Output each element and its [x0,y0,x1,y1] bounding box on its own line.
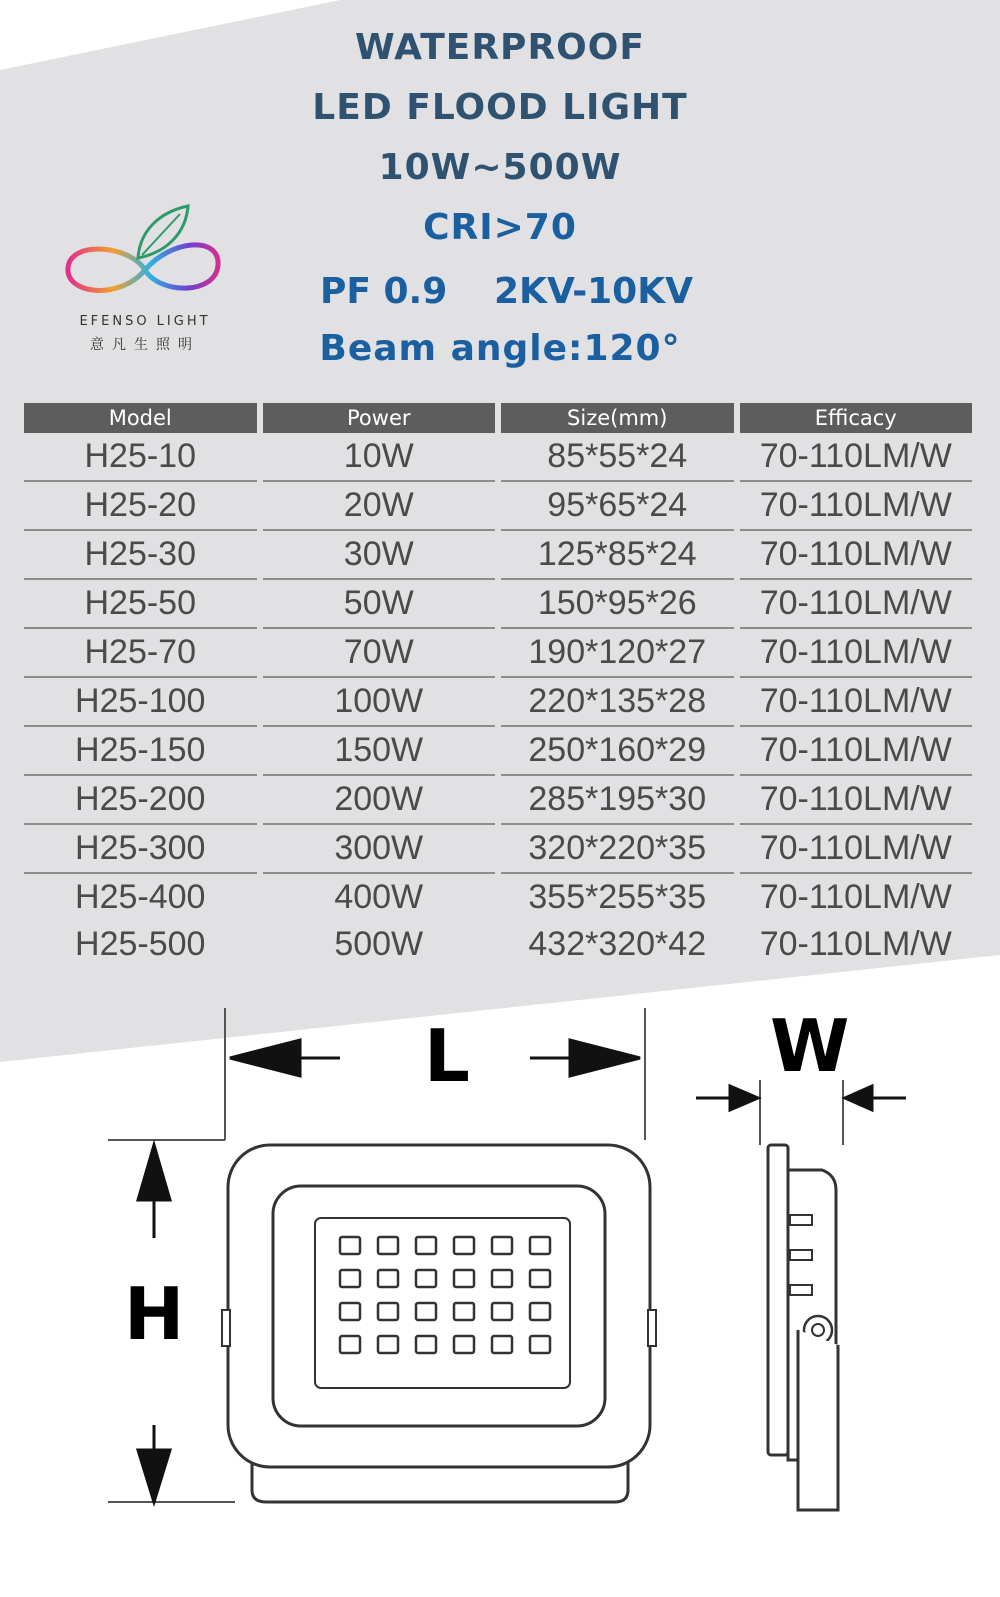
cell-model: H25-50 [24,580,257,629]
length-label: L [424,1014,470,1098]
table-row [24,825,972,874]
cell-power: 10W [263,433,496,482]
front-view [222,1145,656,1502]
cell-model: H25-30 [24,531,257,580]
logo-name: EFENSO LIGHT [79,314,211,329]
cell-efficacy: 70-110LM/W [759,878,952,916]
table-row [24,921,972,968]
table-row [24,874,972,921]
cell-efficacy: 70-110LM/W [740,580,973,629]
beam-angle-spec: Beam angle:120° [319,328,681,369]
cell-efficacy: 70-110LM/W [759,925,952,963]
cell-model: H25-10 [24,433,257,482]
width-arrows [696,1086,906,1110]
table-row [24,727,972,776]
header-size: Size(mm) [501,403,734,433]
cell-power: 20W [263,482,496,531]
width-label: W [770,1004,850,1088]
title-led-flood-light: LED FLOOD LIGHT [312,87,688,128]
cell-power: 70W [263,629,496,678]
cri-spec: CRI>70 [423,207,577,248]
cell-size: 320*220*35 [501,825,734,874]
table-row [24,678,972,727]
logo-chinese-name: 意凡生照明 [90,337,200,353]
cell-model: H25-500 [75,925,206,963]
header-model: Model [24,403,257,433]
cell-model: H25-400 [75,878,206,916]
cell-model: H25-300 [24,825,257,874]
cell-efficacy: 70-110LM/W [740,727,973,776]
cell-size: 150*95*26 [501,580,734,629]
cell-efficacy: 70-110LM/W [740,482,973,531]
cell-power: 150W [263,727,496,776]
table-row [24,580,972,629]
cell-size: 85*55*24 [501,433,734,482]
header-power: Power [263,403,496,433]
cell-efficacy: 70-110LM/W [740,433,973,482]
cell-size: 432*320*42 [528,925,707,963]
cell-efficacy: 70-110LM/W [740,531,973,580]
cell-size: 285*195*30 [501,776,734,825]
cell-power: 200W [263,776,496,825]
table-row [24,531,972,580]
cell-power: 50W [263,580,496,629]
pf-spec: PF 0.9 [320,271,448,312]
cell-efficacy: 70-110LM/W [740,825,973,874]
cell-power: 400W [334,878,424,916]
cell-model: H25-70 [24,629,257,678]
cell-efficacy: 70-110LM/W [740,629,973,678]
cell-size: 250*160*29 [501,727,734,776]
cell-power: 30W [263,531,496,580]
surge-spec: 2KV-10KV [494,271,693,312]
cell-model: H25-20 [24,482,257,531]
cell-power: 100W [263,678,496,727]
cell-size: 355*255*35 [528,878,707,916]
height-label: H [124,1272,185,1356]
spec-table [18,403,978,968]
cell-model: H25-100 [24,678,257,727]
cell-power: 500W [334,925,424,963]
cell-power: 300W [263,825,496,874]
table-row [24,433,972,482]
title-waterproof: WATERPROOF [355,27,645,68]
cell-size: 95*65*24 [501,482,734,531]
side-view [768,1145,838,1510]
cell-size: 190*120*27 [501,629,734,678]
table-row [24,629,972,678]
cell-efficacy: 70-110LM/W [740,678,973,727]
table-header-row [24,403,972,433]
cell-size: 220*135*28 [501,678,734,727]
table-row [24,482,972,531]
header-efficacy: Efficacy [740,403,973,433]
table-row [24,776,972,825]
cell-model: H25-200 [24,776,257,825]
power-range: 10W~500W [378,147,622,188]
cell-size: 125*85*24 [501,531,734,580]
cell-efficacy: 70-110LM/W [740,776,973,825]
cell-model: H25-150 [24,727,257,776]
